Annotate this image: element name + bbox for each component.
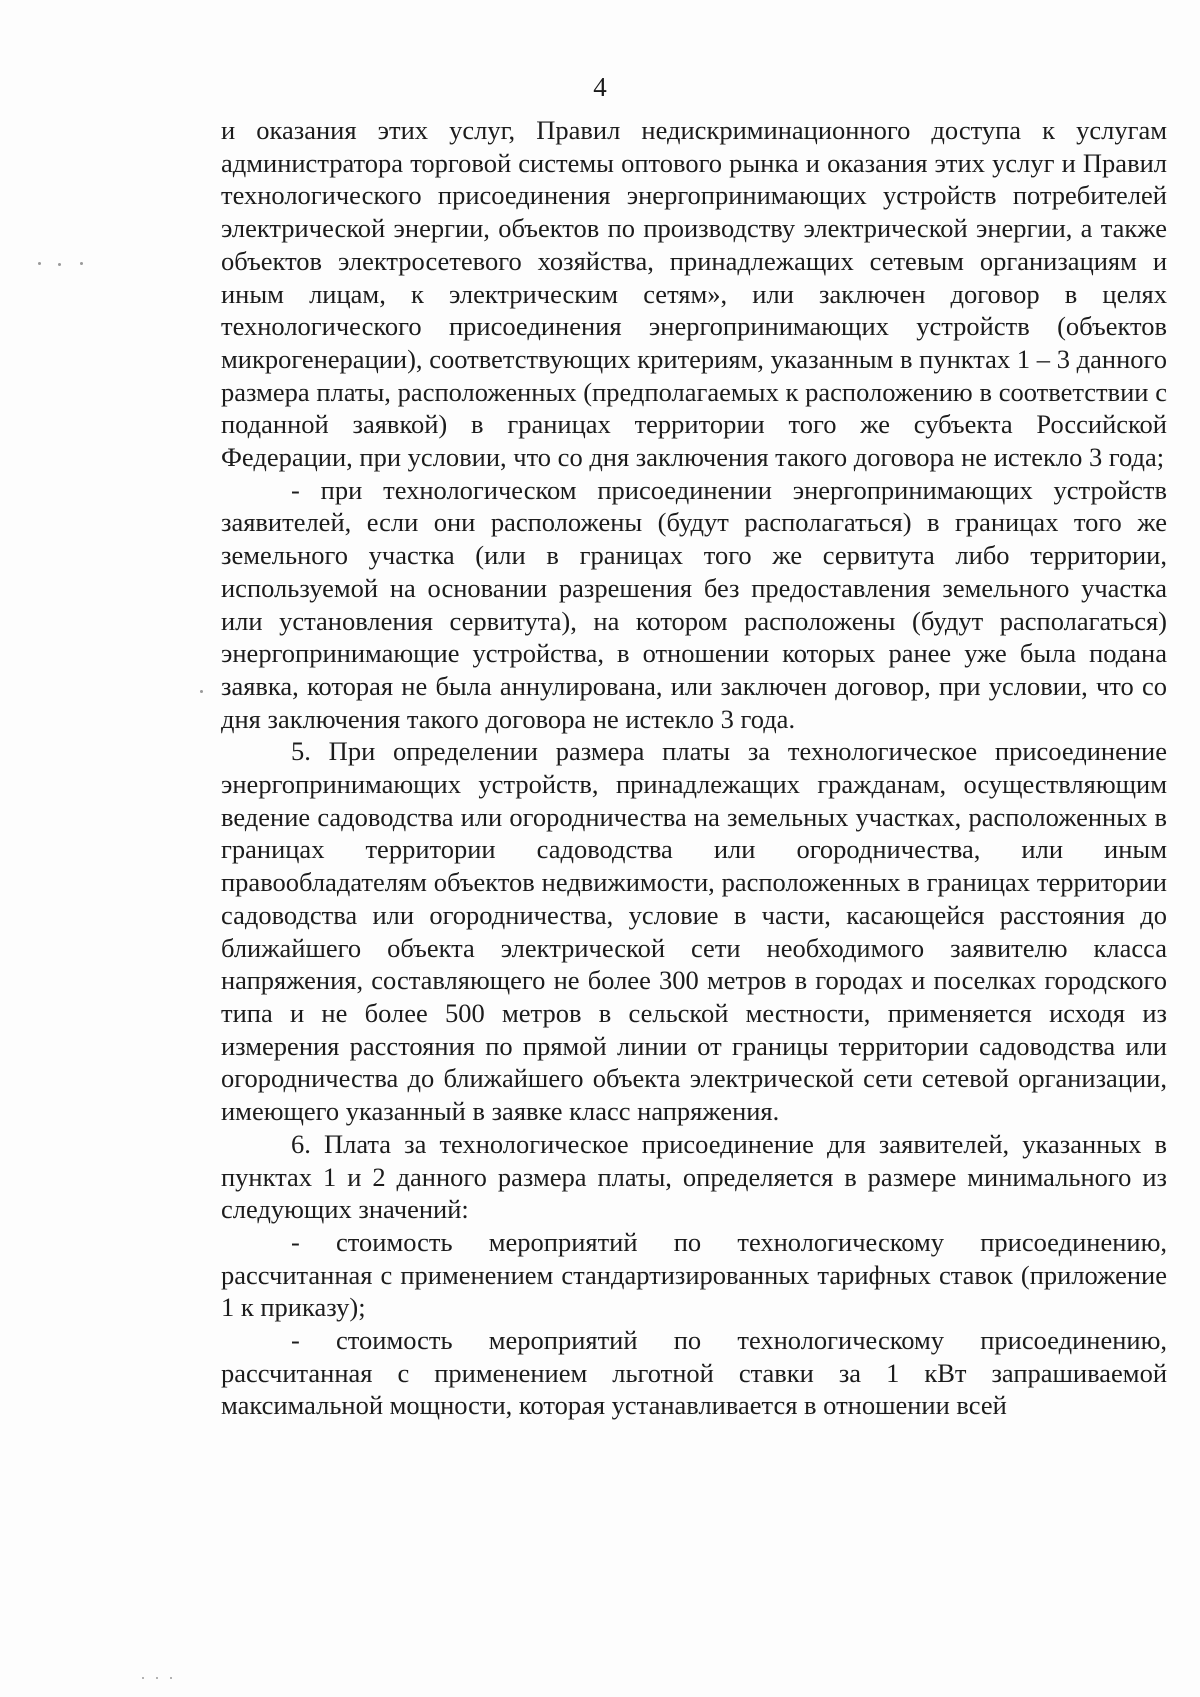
scan-speck bbox=[170, 1677, 172, 1679]
paragraph-4: 6. Плата за технологическое присоединение для заявителей, указанных в пунктах 1 и 2 данного размера платы, определяется в размере минимального из следующих значений: bbox=[221, 1128, 1167, 1225]
scan-speck bbox=[80, 262, 83, 265]
paragraph-1: и оказания этих услуг, Правил недискриминационного доступа к услугам администратора торговой системы оптового рынка и оказания этих услуг и Правил технологического присоединения энергопринимающих устройств потребителей электрической энергии, объектов по производству электрической энергии, а также объектов электросетевого хозяйства, принадлежащих сетевым организациям и иным лицам, к электрическим сетям», или заключен договор в целях технологического присоединения энергопринимающих устройств (объектов микрогенерации), соответствующих критериям, указанным в пунктах 1 – 3 данного размера платы, расположенных (предполагаемых к расположению в соответствии с поданной заявкой) в границах территории того же субъекта Российской Федерации, при условии, что со дня заключения такого договора не истекло 3 года; bbox=[221, 115, 1167, 473]
scan-speck bbox=[58, 263, 61, 266]
scan-speck bbox=[156, 1677, 158, 1679]
scan-speck bbox=[200, 690, 203, 693]
scan-speck bbox=[38, 262, 41, 265]
scan-speck bbox=[142, 1677, 144, 1679]
paragraph-3: 5. При определении размера платы за технологическое присоединение энергопринимающих устройств, принадлежащих гражданам, осуществляющим ведение садоводства или огородничества на земельных участках, расположенных в границах территории садоводства или огородничества, или иным правообладателям объектов недвижимости, расположенных в границах территории садоводства или огородничества, условие в части, касающейся расстояния до ближайшего объекта электрической сети необходимого заявителю класса напряжения, составляющего не более 300 метров в городах и поселках городского типа и не более 500 метров в сельской местности, применяется исходя из измерения расстояния по прямой линии от границы территории садоводства или огородничества до ближайшего объекта электрической сети сетевой организации, имеющего указанный в заявке класс напряжения. bbox=[221, 736, 1167, 1127]
document-body bbox=[221, 114, 1167, 1422]
page-number: 4 bbox=[593, 72, 607, 102]
paragraph-6: - стоимость мероприятий по технологическому присоединению, рассчитанная с применением льготной ставки за 1 кВт запрашиваемой максимальной мощности, которая устанавливается в отношении всей bbox=[221, 1325, 1167, 1421]
paragraph-2: - при технологическом присоединении энергопринимающих устройств заявителей, если они расположены (будут располагаться) в границах того же земельного участка (или в границах того же сервитута либо территории, используемой на основании разрешения без предоставления земельного участка или установления сервитута), на котором расположены (будут располагаться) энергопринимающие устройства, в отношении которых ранее уже была подана заявка, которая не была аннулирована, или заключен договор, при условии, что со дня заключения такого договора не истекло 3 года. bbox=[221, 474, 1167, 734]
paragraph-5: - стоимость мероприятий по технологическому присоединению, рассчитанная с применением стандартизированных тарифных ставок (приложение 1 к приказу); bbox=[221, 1226, 1167, 1323]
